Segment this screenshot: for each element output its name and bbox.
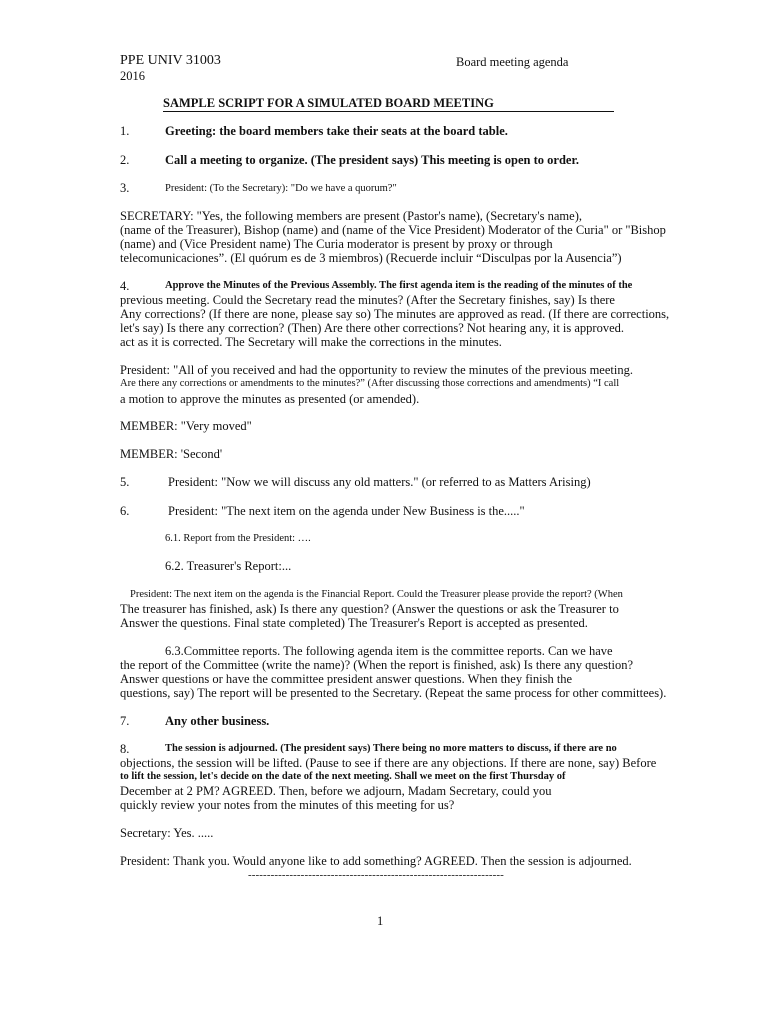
item-8-line: objections, the session will be lifted. (Pause to see if there are any objections. If there are none, say) Before — [120, 756, 657, 770]
secretary-line: (name of the Treasurer), Bishop (name) and (name of the Vice President) Moderator of the Curia" or "Bishop — [120, 223, 666, 237]
page-title — [163, 96, 614, 112]
document-type: Board meeting agenda — [456, 55, 569, 69]
president-line: a motion to approve the minutes as presented (or amended). — [120, 392, 420, 406]
item-number: 3. — [120, 181, 130, 195]
president-line: President: "All of you received and had the opportunity to review the minutes of the previous meeting. — [120, 363, 633, 377]
committee-line: the report of the Committee (write the name)? (When the report is finished, ask) Is there any question? — [120, 658, 634, 672]
financial-line: Answer the questions. Final state completed) The Treasurer's Report is accepted as presented. — [120, 616, 588, 630]
item-number: 1. — [120, 124, 130, 138]
year: 2016 — [120, 69, 145, 83]
item-8-line: quickly review your notes from the minutes of this meeting for us? — [120, 798, 455, 812]
secretary-reply: Secretary: Yes. ..... — [120, 826, 214, 840]
item-number: 4. — [120, 279, 130, 293]
secretary-line: (name) and (Vice President name) The Curia moderator is present by proxy or through — [120, 237, 553, 251]
item-number: 7. — [120, 714, 130, 728]
secretary-line: SECRETARY: "Yes, the following members are present (Pastor's name), (Secretary's name), — [120, 209, 582, 223]
title-text: SAMPLE SCRIPT FOR A SIMULATED BOARD MEETING — [163, 96, 494, 110]
item-2-text: Call a meeting to organize. (The president says) This meeting is open to order. — [165, 153, 579, 167]
item-7-text: Any other business. — [165, 714, 270, 728]
item-8-heading: The session is adjourned. (The president says) There being no more matters to discuss, if there are no — [165, 743, 617, 754]
item-1-text: Greeting: the board members take their seats at the board table. — [165, 124, 508, 138]
item-4-line: Any corrections? (If there are none, please say so) The minutes are approved as read. (If there are corrections, — [120, 307, 670, 321]
financial-line: The treasurer has finished, ask) Is there any question? (Answer the questions or ask the Treasurer to — [120, 602, 619, 616]
sub-item-6-2: 6.2. Treasurer's Report:... — [165, 559, 292, 573]
item-3-text: President: (To the Secretary): "Do we have a quorum?" — [165, 183, 397, 194]
divider: -------------------------------------------------------------------- — [248, 869, 504, 881]
item-4-line: act as it is corrected. The Secretary will make the corrections in the minutes. — [120, 335, 502, 349]
committee-line: Answer questions or have the committee president answer questions. When they finish the — [120, 672, 573, 686]
item-8-line: December at 2 PM? AGREED. Then, before we adjourn, Madam Secretary, could you — [120, 784, 552, 798]
closing-line: President: Thank you. Would anyone like to add something? AGREED. Then the session is adjourned. — [120, 854, 632, 868]
item-4-line: previous meeting. Could the Secretary read the minutes? (After the Secretary finishes, say) Is there — [120, 293, 615, 307]
president-line: Are there any corrections or amendments to the minutes?” (After discussing those corrections and amendments) “I call — [120, 378, 620, 389]
committee-line: questions, say) The report will be presented to the Secretary. (Repeat the same process for other committees). — [120, 686, 667, 700]
item-8-line: to lift the session, let's decide on the date of the next meeting. Shall we meet on the first Thursday of — [120, 771, 566, 782]
item-number: 5. — [120, 475, 130, 489]
committee-line: 6.3.Committee reports. The following agenda item is the committee reports. Can we have — [165, 644, 613, 658]
member-line: MEMBER: 'Second' — [120, 447, 223, 461]
item-number: 6. — [120, 504, 130, 518]
item-number: 2. — [120, 153, 130, 167]
secretary-line: telecomunicaciones”. (El quórum es de 3 miembros) (Recuerde incluir “Disculpas por la Ausencia”) — [120, 251, 622, 265]
sub-item-6-1: 6.1. Report from the President: …. — [165, 533, 311, 544]
item-4-heading: Approve the Minutes of the Previous Assembly. The first agenda item is the reading of the minutes of the — [165, 280, 633, 291]
item-4-line: let's say) Is there any correction? (Then) Are there other corrections? Not hearing any, it is approved. — [120, 321, 625, 335]
item-number: 8. — [120, 742, 130, 756]
item-5-text: President: "Now we will discuss any old matters." (or referred to as Matters Arising) — [168, 475, 591, 489]
page-number: 1 — [377, 914, 384, 928]
financial-line: President: The next item on the agenda is the Financial Report. Could the Treasurer please provide the report? (When — [130, 589, 623, 600]
item-6-text: President: "The next item on the agenda under New Business is the....." — [168, 504, 525, 518]
course-code: PPE UNIV 31003 — [120, 53, 221, 68]
title-underline — [494, 99, 614, 112]
member-line: MEMBER: "Very moved" — [120, 419, 252, 433]
